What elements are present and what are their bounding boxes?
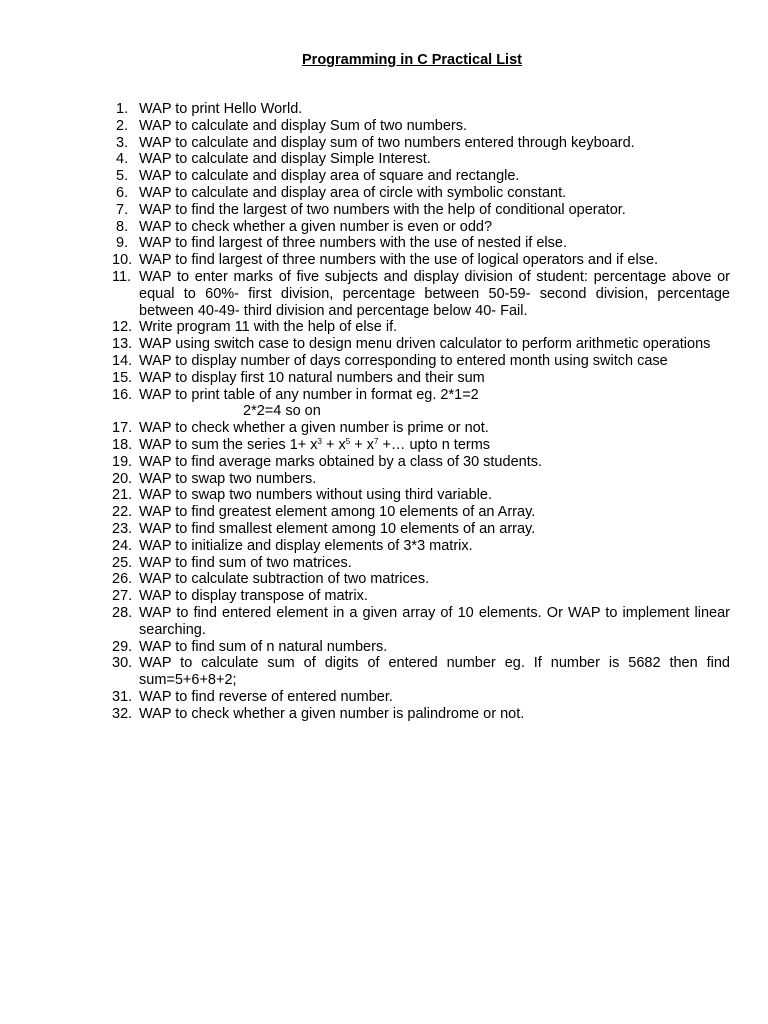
item-text: WAP to find average marks obtained by a class of 30 students.: [139, 453, 542, 470]
list-item: [112, 202, 730, 219]
item-number: 17.: [112, 420, 133, 437]
item-number: 7.: [116, 201, 129, 218]
item-text: WAP to calculate and display Sum of two numbers.: [139, 117, 468, 134]
item-text: WAP to display number of days corresponding to entered month using switch case: [139, 352, 668, 369]
item-number: 2.: [116, 117, 129, 134]
item-number: 3.: [116, 134, 129, 151]
document-title: Programming in C Practical List: [302, 52, 522, 68]
item-text: WAP to find largest of three numbers with the use of logical operators and if else.: [139, 252, 659, 269]
list-item: [112, 269, 730, 319]
item-number: 14.: [112, 352, 133, 369]
list-item: [112, 387, 730, 421]
item-text: WAP to find largest of three numbers with the use of nested if else.: [139, 235, 567, 252]
list-item: [112, 336, 730, 353]
item-number: 26.: [112, 571, 133, 588]
item-number: 6.: [116, 184, 129, 201]
item-number: 30.: [112, 655, 133, 672]
item-text: WAP using switch case to design menu driven calculator to perform arithmetic operations: [139, 336, 711, 353]
item-number: 11.: [112, 268, 132, 285]
item-text: WAP to calculate and display area of square and rectangle.: [139, 168, 520, 185]
item-text: WAP to calculate subtraction of two matrices.: [139, 571, 430, 588]
list-item: [112, 420, 730, 437]
item-text: WAP to calculate and display area of circle with symbolic constant.: [139, 184, 567, 201]
list-item: [112, 168, 730, 185]
list-item: [112, 471, 730, 488]
item-number: 13.: [112, 336, 133, 353]
list-item: [112, 319, 730, 336]
item-number: 28.: [112, 604, 133, 621]
item-number: 31.: [112, 688, 133, 705]
superscript: 5: [345, 436, 351, 446]
item-number: 29.: [112, 638, 133, 655]
item-number: 20.: [112, 470, 133, 487]
list-item: [112, 101, 730, 118]
item-number: 21.: [112, 487, 133, 504]
item-number: 19.: [112, 453, 133, 470]
list-item: [112, 353, 730, 370]
item-continuation: 2*2=4 so on: [243, 403, 321, 420]
item-text: WAP to swap two numbers without using third variable.: [139, 487, 492, 504]
item-text: WAP to calculate sum of digits of entered number eg. If number is 5682 then find sum=5+6+8+2;: [139, 655, 730, 689]
list-item: [112, 219, 730, 236]
item-text: WAP to check whether a given number is palindrome or not.: [139, 705, 525, 722]
list-item: [112, 151, 730, 168]
list-item: [112, 706, 730, 723]
item-text-part: + x: [350, 436, 374, 453]
superscript: 7: [373, 436, 379, 446]
list-item: [112, 639, 730, 656]
item-text: WAP to find smallest element among 10 elements of an array.: [139, 520, 536, 537]
item-text: WAP to find the largest of two numbers with the help of conditional operator.: [139, 201, 626, 218]
item-text: WAP to calculate and display sum of two numbers entered through keyboard.: [139, 134, 635, 151]
list-item: [112, 521, 730, 538]
item-number: 24.: [112, 537, 133, 554]
list-item: [112, 588, 730, 605]
item-text: WAP to display first 10 natural numbers and their sum: [139, 369, 485, 386]
list-item: [112, 689, 730, 706]
item-number: 27.: [112, 588, 133, 605]
list-item: [112, 655, 730, 689]
item-text-part: +… upto n terms: [378, 436, 491, 453]
item-number: 12.: [112, 319, 133, 336]
practical-list: [112, 101, 730, 722]
item-text: WAP to calculate and display Simple Interest.: [139, 151, 431, 168]
list-item: [112, 487, 730, 504]
item-text: WAP to enter marks of five subjects and display division of student: percentage above or equal to 60%- first division, percentage between 50-59- second division, percentage between 40-49- third division and percentage below 40- Fail.: [139, 268, 730, 319]
item-text: WAP to check whether a given number is prime or not.: [139, 420, 489, 437]
item-text: WAP to print table of any number in format eg. 2*1=2: [139, 386, 479, 403]
item-number: 16.: [112, 386, 133, 403]
item-number: 9.: [116, 235, 129, 252]
item-text: WAP to find sum of two matrices.: [139, 554, 352, 571]
list-item: [112, 135, 730, 152]
item-text-part: WAP to sum the series 1+ x: [139, 436, 318, 453]
item-number: 22.: [112, 504, 133, 521]
list-item: [112, 252, 730, 269]
list-item: [112, 538, 730, 555]
list-item: [112, 370, 730, 387]
item-number: 5.: [116, 168, 129, 185]
item-text: WAP to check whether a given number is even or odd?: [139, 218, 493, 235]
item-text-part: + x: [321, 436, 346, 453]
item-text: WAP to initialize and display elements of 3*3 matrix.: [139, 537, 473, 554]
item-text: WAP to find sum of n natural numbers.: [139, 638, 388, 655]
item-text: WAP to find reverse of entered number.: [139, 688, 393, 705]
item-number: 10.: [112, 252, 133, 269]
list-item: [112, 571, 730, 588]
list-item: [112, 555, 730, 572]
list-item: [112, 118, 730, 135]
item-text: WAP to find greatest element among 10 elements of an Array.: [139, 504, 536, 521]
item-number: 23.: [112, 520, 133, 537]
item-text: WAP to swap two numbers.: [139, 470, 317, 487]
item-text: Write program 11 with the help of else if.: [139, 319, 398, 336]
item-number: 4.: [116, 151, 129, 168]
list-item: [112, 454, 730, 471]
item-number: 8.: [116, 218, 129, 235]
item-text: WAP to find entered element in a given array of 10 elements. Or WAP to implement linear searching.: [139, 604, 730, 638]
item-number: 18.: [112, 436, 133, 453]
list-item: [112, 235, 730, 252]
list-item: [112, 504, 730, 521]
superscript: 3: [317, 436, 322, 446]
list-item: [112, 185, 730, 202]
item-number: 32.: [112, 705, 133, 722]
list-item: [112, 605, 730, 639]
item-text: WAP to display transpose of matrix.: [139, 588, 368, 605]
item-number: 1.: [116, 101, 129, 117]
list-item: [112, 437, 730, 454]
item-text: WAP to print Hello World.: [139, 101, 303, 117]
item-number: 25.: [112, 554, 133, 571]
item-number: 15.: [112, 369, 133, 386]
